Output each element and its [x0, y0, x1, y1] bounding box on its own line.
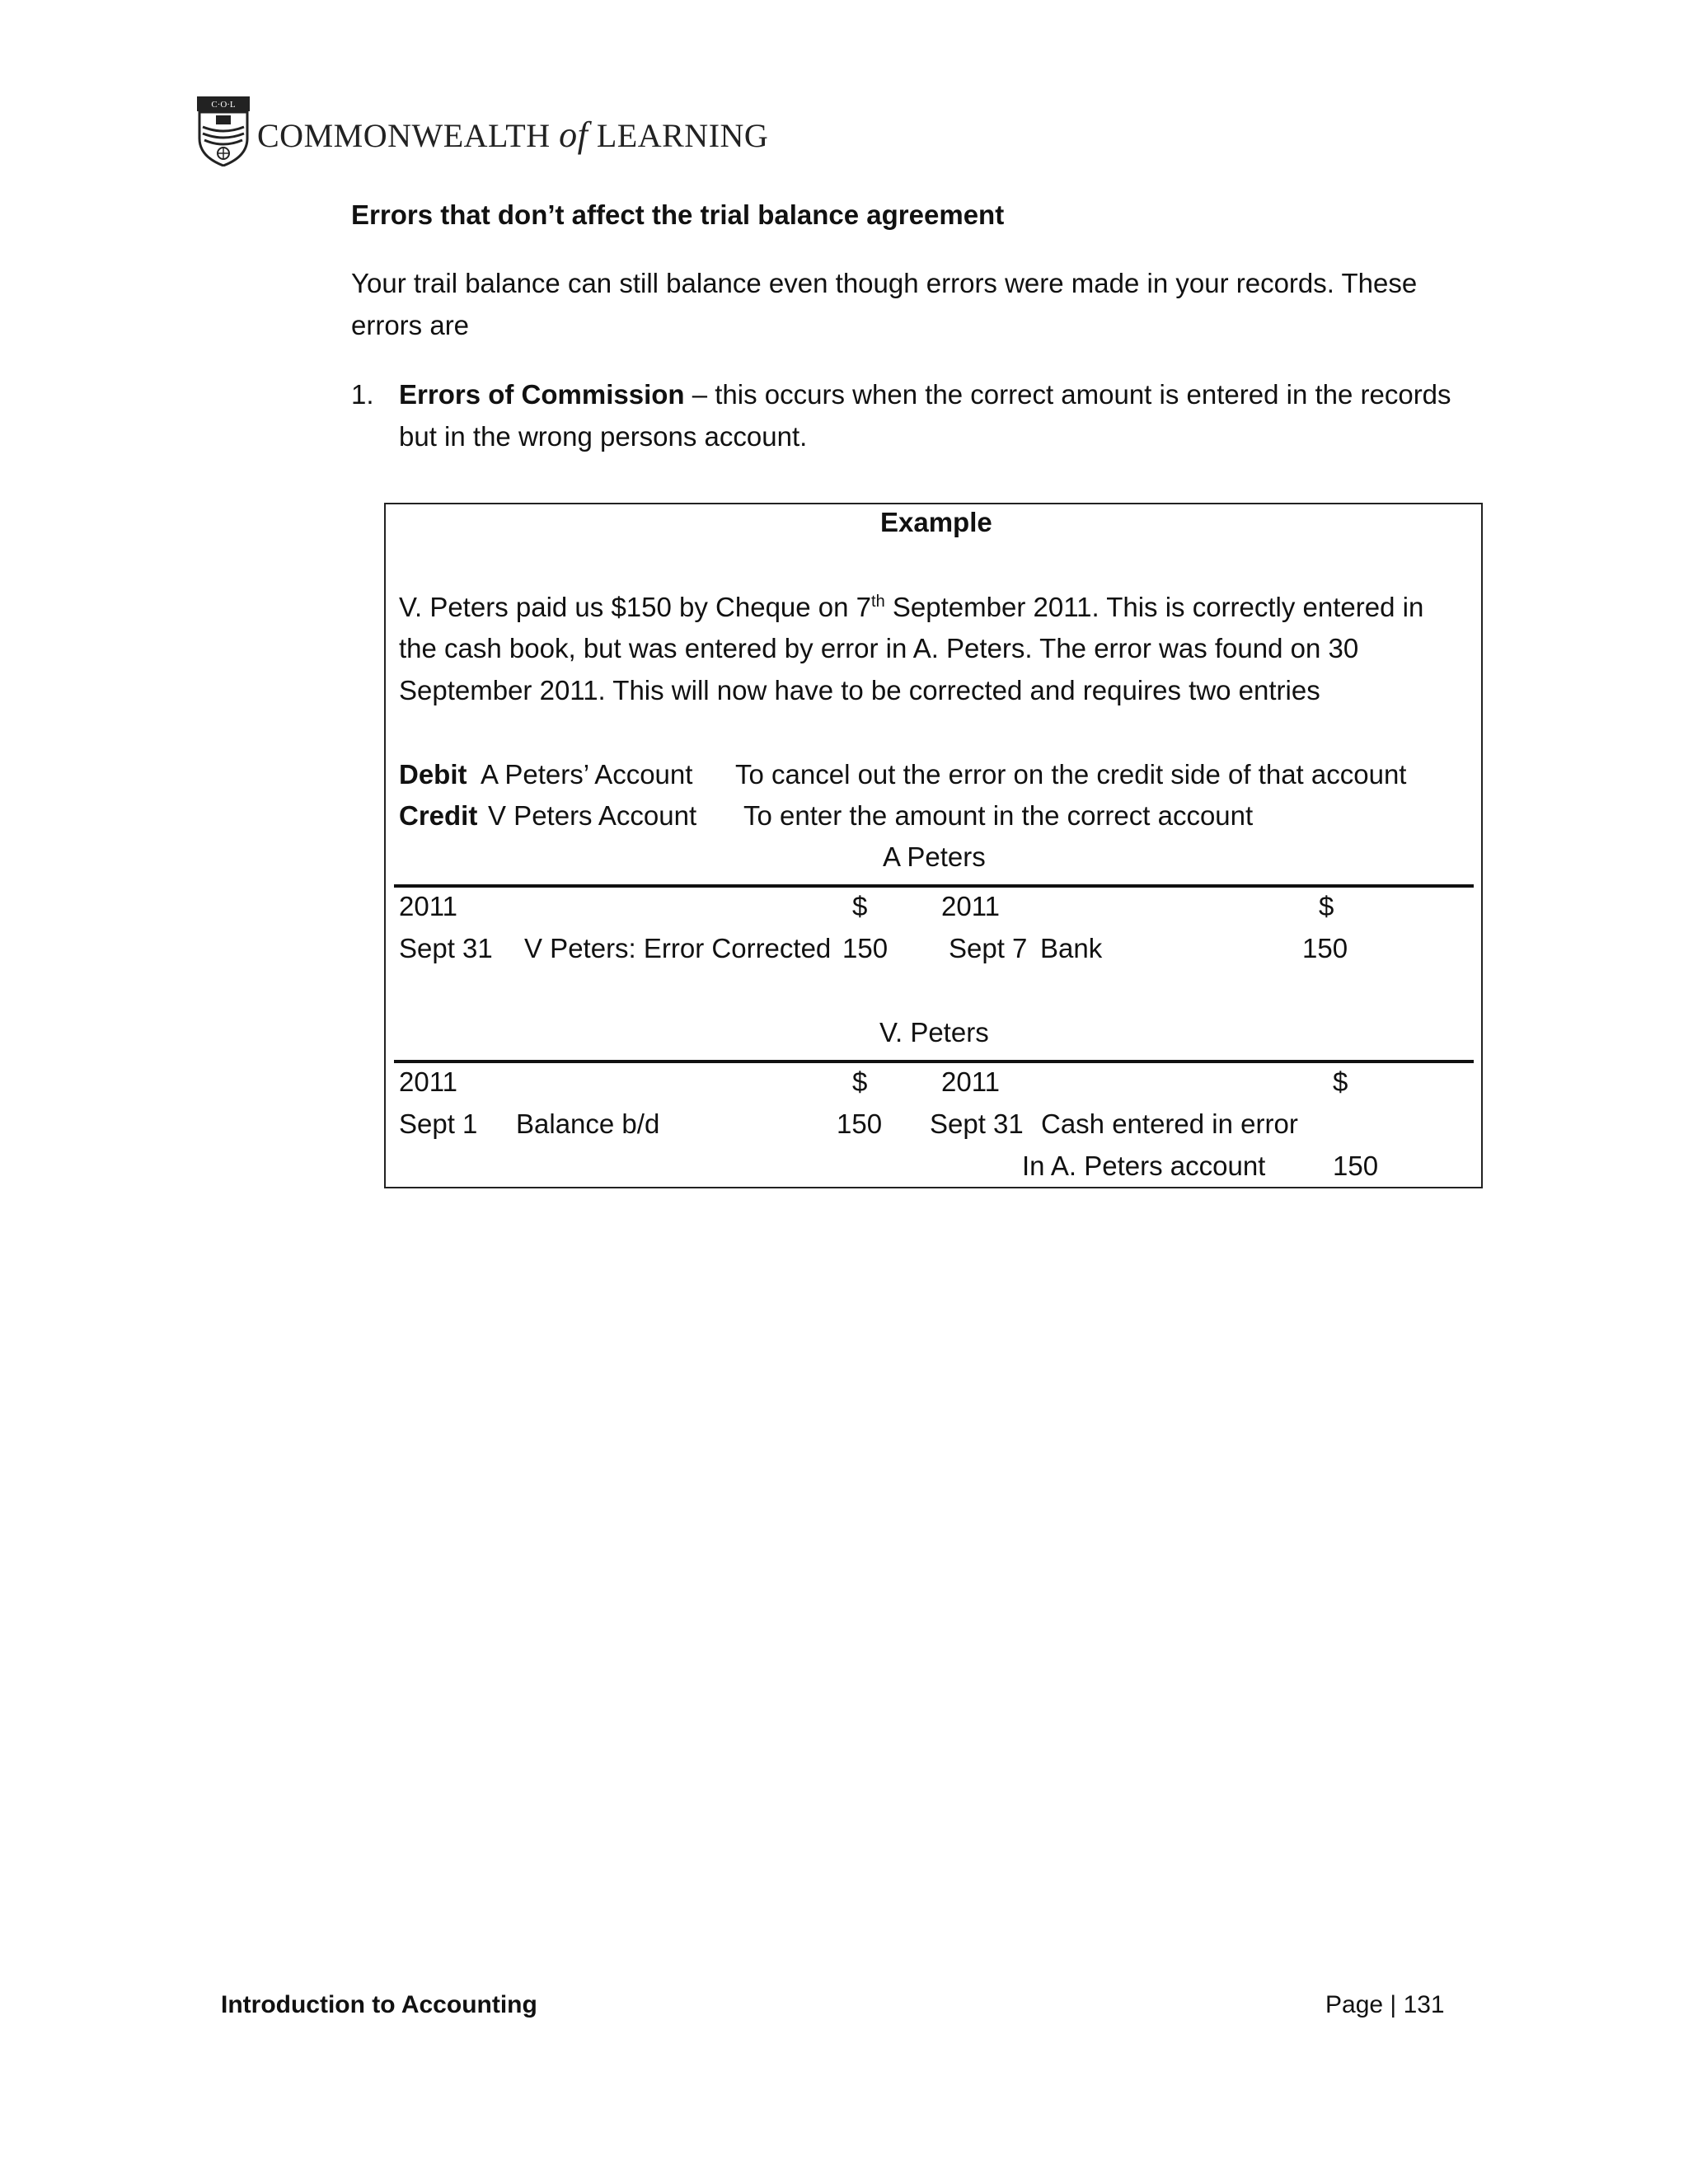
page-separator: |	[1390, 1991, 1397, 2018]
example-para-line-1	[399, 591, 1423, 624]
ledger-v-credit-amount: 150	[1333, 1151, 1379, 1181]
ledger-v-debit-amount: 150	[837, 1108, 883, 1139]
list-term: Errors of Commission	[399, 379, 685, 410]
list-number: 1.	[351, 379, 374, 410]
ledger-v-credit-detail-line-1: Cash entered in error	[1041, 1108, 1298, 1139]
ledger-a-credit-currency: $	[1319, 891, 1334, 921]
example-title: Example	[880, 507, 992, 537]
para-line-1-a: V. Peters paid us $150 by Cheque on 7	[399, 592, 872, 622]
ledger-a-rule	[394, 884, 1474, 888]
example-para-line-3: September 2011. This will now have to be corrected and requires two entries	[399, 675, 1320, 705]
para-line-1-b: September 2011. This is correctly entered in	[884, 592, 1424, 622]
ledger-v-debit-currency: $	[852, 1066, 868, 1097]
ledger-a-debit-amount: 150	[842, 933, 889, 963]
footer-page-info	[1325, 1989, 1445, 2022]
ledger-a-debit-detail: V Peters: Error Corrected	[524, 933, 832, 963]
ledger-a-credit-year: 2011	[941, 891, 1000, 921]
list-item-line-2: but in the wrong persons account.	[399, 421, 808, 452]
intro-line-1: Your trail balance can still balance even though errors were made in your records. These	[351, 268, 1418, 298]
seal-letters: C·O·L	[211, 100, 236, 110]
ledger-v-debit-date: Sept 1	[399, 1108, 478, 1139]
ledger-v-credit-year: 2011	[941, 1066, 1000, 1097]
debit-description: To cancel out the error on the credit side of that account	[735, 759, 1407, 790]
ledger-a-debit-currency: $	[852, 891, 868, 921]
example-para-line-2: the cash book, but was entered by error in A. Peters. The error was found on 30	[399, 633, 1359, 663]
shield-icon	[196, 96, 251, 166]
ledger-a-title: A Peters	[883, 841, 986, 872]
credit-label: Credit	[399, 800, 478, 831]
page-number: 131	[1403, 1991, 1445, 2018]
logo-name-part2: LEARNING	[596, 117, 769, 154]
ledger-v-debit-detail: Balance b/d	[516, 1108, 660, 1139]
ledger-v-debit-year: 2011	[399, 1066, 457, 1097]
ledger-v-credit-currency: $	[1333, 1066, 1348, 1097]
ledger-v-rule	[394, 1060, 1474, 1063]
footer-title: Introduction to Accounting	[221, 1991, 537, 2018]
logo-name-of: of	[559, 115, 588, 155]
ledger-v-credit-date: Sept 31	[930, 1108, 1024, 1139]
page-label: Page	[1325, 1991, 1384, 2018]
col-logo-wordmark	[257, 114, 768, 156]
ledger-a-debit-date: Sept 31	[399, 933, 493, 963]
credit-account: V Peters Account	[488, 800, 697, 831]
ledger-a-debit-year: 2011	[399, 891, 457, 921]
ledger-a-credit-amount: 150	[1302, 933, 1348, 963]
logo-name-part1: COMMONWEALTH	[257, 117, 551, 154]
debit-account: A Peters’ Account	[481, 759, 693, 790]
ledger-a-credit-detail: Bank	[1040, 933, 1103, 963]
intro-line-2: errors are	[351, 310, 470, 340]
debit-label: Debit	[399, 759, 467, 790]
ordinal-suffix: th	[871, 593, 885, 611]
section-heading: Errors that don’t affect the trial balance agreement	[351, 199, 1005, 230]
ledger-a-credit-date: Sept 7	[949, 933, 1028, 963]
ledger-v-title: V. Peters	[879, 1017, 989, 1047]
list-item-line-1	[399, 378, 1451, 411]
ledger-v-credit-detail-line-2: In A. Peters account	[1022, 1151, 1266, 1181]
col-logo-seal	[196, 96, 251, 171]
credit-description: To enter the amount in the correct account	[743, 800, 1254, 831]
list-text-1: – this occurs when the correct amount is entered in the records	[684, 379, 1451, 410]
